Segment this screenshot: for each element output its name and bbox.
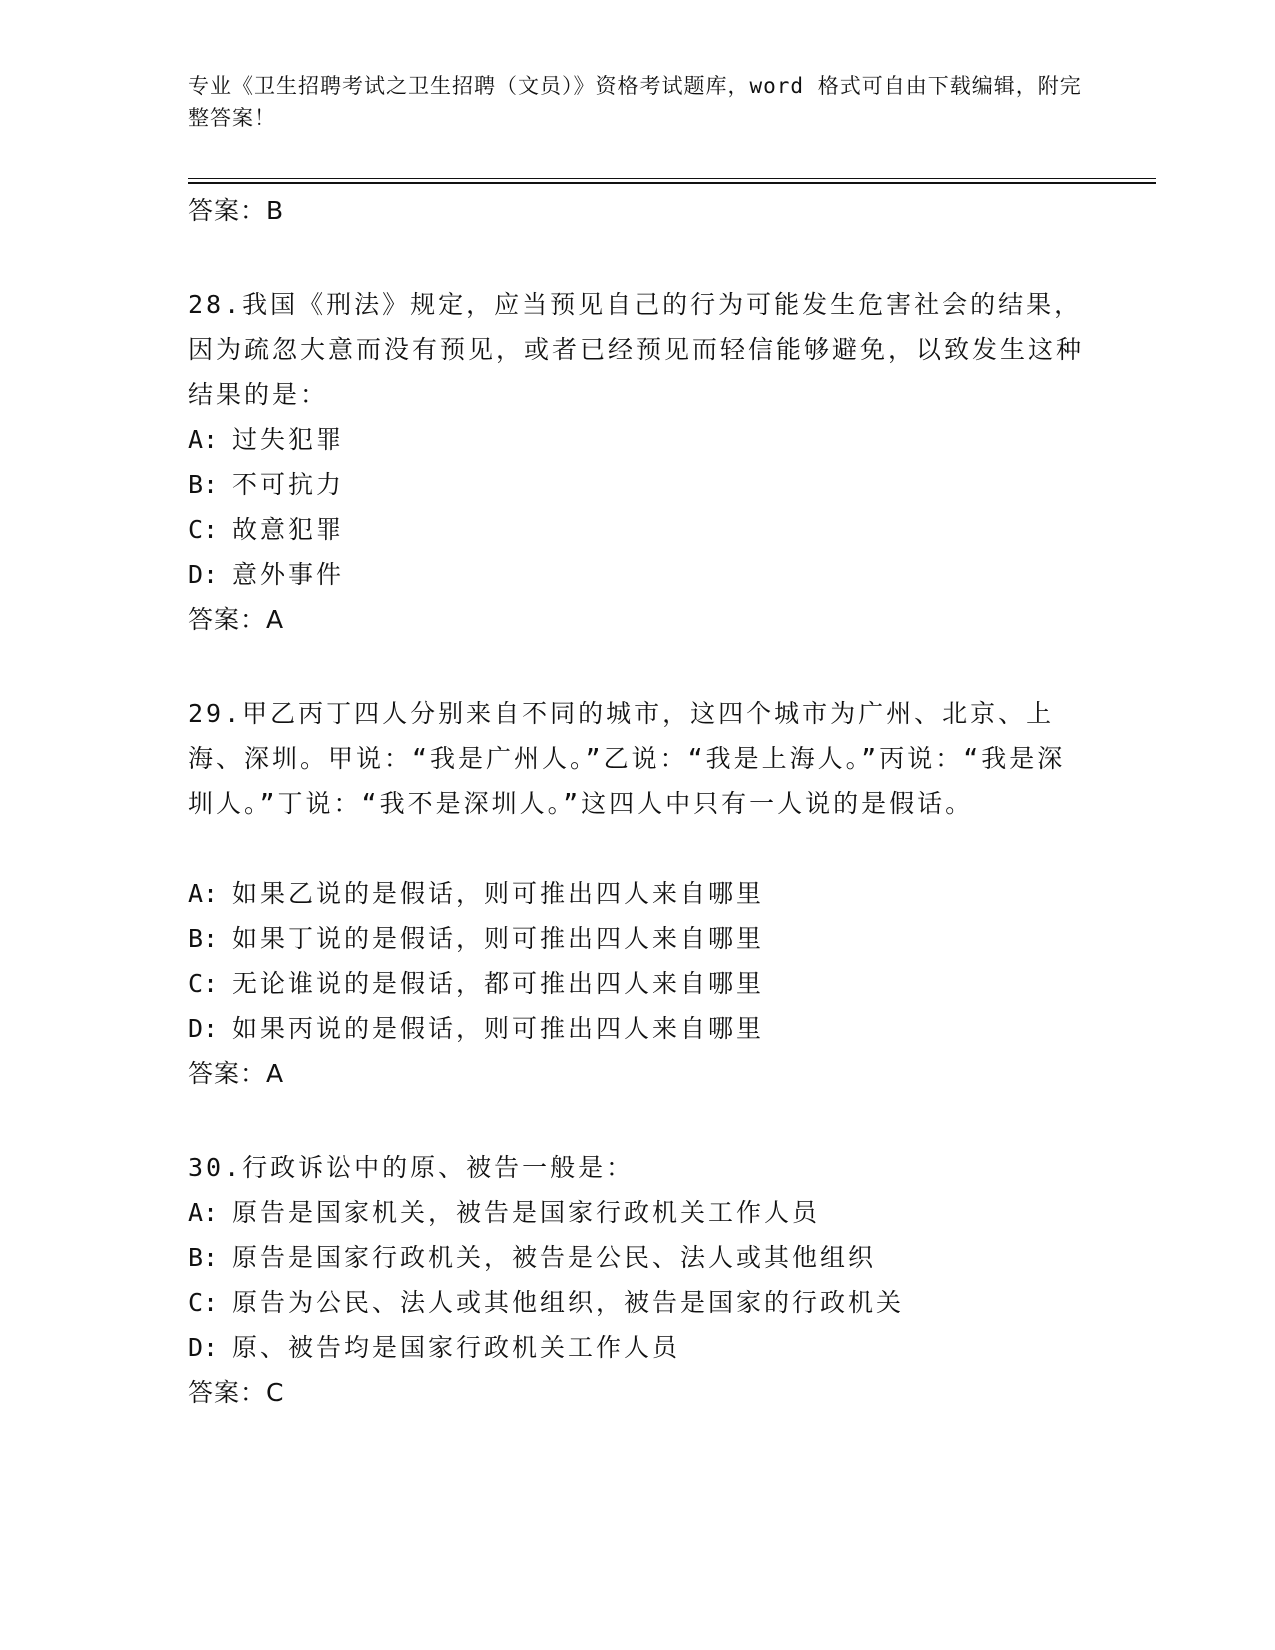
question-list — [188, 188, 1088, 1416]
option-text: 原、被告均是国家行政机关工作人员 — [232, 1333, 681, 1362]
option-text: 不可抗力 — [232, 470, 345, 499]
option-text: 原告是国家机关，被告是国家行政机关工作人员 — [232, 1198, 821, 1227]
document-header: 专业《卫生招聘考试之卫生招聘（文员）》资格考试题库，word 格式可自由下载编辑，附完整答案！ — [188, 74, 1082, 130]
option-letter: B: — [188, 924, 219, 953]
option-text: 意外事件 — [232, 560, 345, 589]
option-text: 原告为公民、法人或其他组织，被告是国家的行政机关 — [232, 1288, 905, 1317]
option-text: 如果丙说的是假话，则可推出四人来自哪里 — [232, 1014, 765, 1043]
option-b — [188, 1235, 1088, 1280]
option-b — [188, 916, 1088, 961]
option-letter: A: — [188, 425, 219, 454]
option-letter: A: — [188, 879, 219, 908]
option-letter: C: — [188, 515, 219, 544]
option-letter: C: — [188, 1288, 219, 1317]
answer-label: 答案：A — [188, 1059, 285, 1088]
answer-label: 答案：C — [188, 1378, 285, 1407]
question-30 — [188, 1145, 1088, 1416]
question-stem: 28.我国《刑法》规定，应当预见自己的行为可能发生危害社会的结果，因为疏忽大意而没有预见，或者已经预见而轻信能够避免，以致发生这种结果的是： — [188, 290, 1085, 409]
option-d — [188, 1325, 1088, 1370]
option-letter: A: — [188, 1198, 219, 1227]
option-c — [188, 1280, 1088, 1325]
header-rule-thin — [188, 178, 1156, 179]
option-a — [188, 871, 1088, 916]
option-letter: B: — [188, 470, 219, 499]
option-letter: B: — [188, 1243, 219, 1272]
option-text: 如果乙说的是假话，则可推出四人来自哪里 — [232, 879, 765, 908]
option-b — [188, 462, 1088, 507]
question-stem: 29.甲乙丙丁四人分别来自不同的城市，这四个城市为广州、北京、上海、深圳。甲说：“我是广州人。”乙说：“我是上海人。”丙说：“我是深圳人。”丁说：“我不是深圳人。”这四人中只有一人说的是假话。 — [188, 699, 1066, 818]
question-29 — [188, 691, 1088, 1097]
option-text: 过失犯罪 — [232, 425, 345, 454]
option-c — [188, 961, 1088, 1006]
option-text: 原告是国家行政机关，被告是公民、法人或其他组织 — [232, 1243, 877, 1272]
option-text: 无论谁说的是假话，都可推出四人来自哪里 — [232, 969, 765, 998]
question-stem: 30.行政诉讼中的原、被告一般是： — [188, 1153, 635, 1182]
option-letter: C: — [188, 969, 219, 998]
option-letter: D: — [188, 1014, 219, 1043]
option-text: 故意犯罪 — [232, 515, 345, 544]
previous-answer: 答案：B — [188, 196, 285, 225]
option-d — [188, 552, 1088, 597]
answer-label: 答案：A — [188, 605, 285, 634]
question-28 — [188, 282, 1088, 643]
option-text: 如果丁说的是假话，则可推出四人来自哪里 — [232, 924, 765, 953]
option-a — [188, 1190, 1088, 1235]
option-d — [188, 1006, 1088, 1051]
option-c — [188, 507, 1088, 552]
spacer — [188, 643, 1088, 691]
header-rule-thick — [188, 182, 1156, 184]
spacer — [188, 1097, 1088, 1145]
spacer — [188, 234, 1088, 282]
option-letter: D: — [188, 1333, 219, 1362]
option-letter: D: — [188, 560, 219, 589]
option-a — [188, 417, 1088, 462]
